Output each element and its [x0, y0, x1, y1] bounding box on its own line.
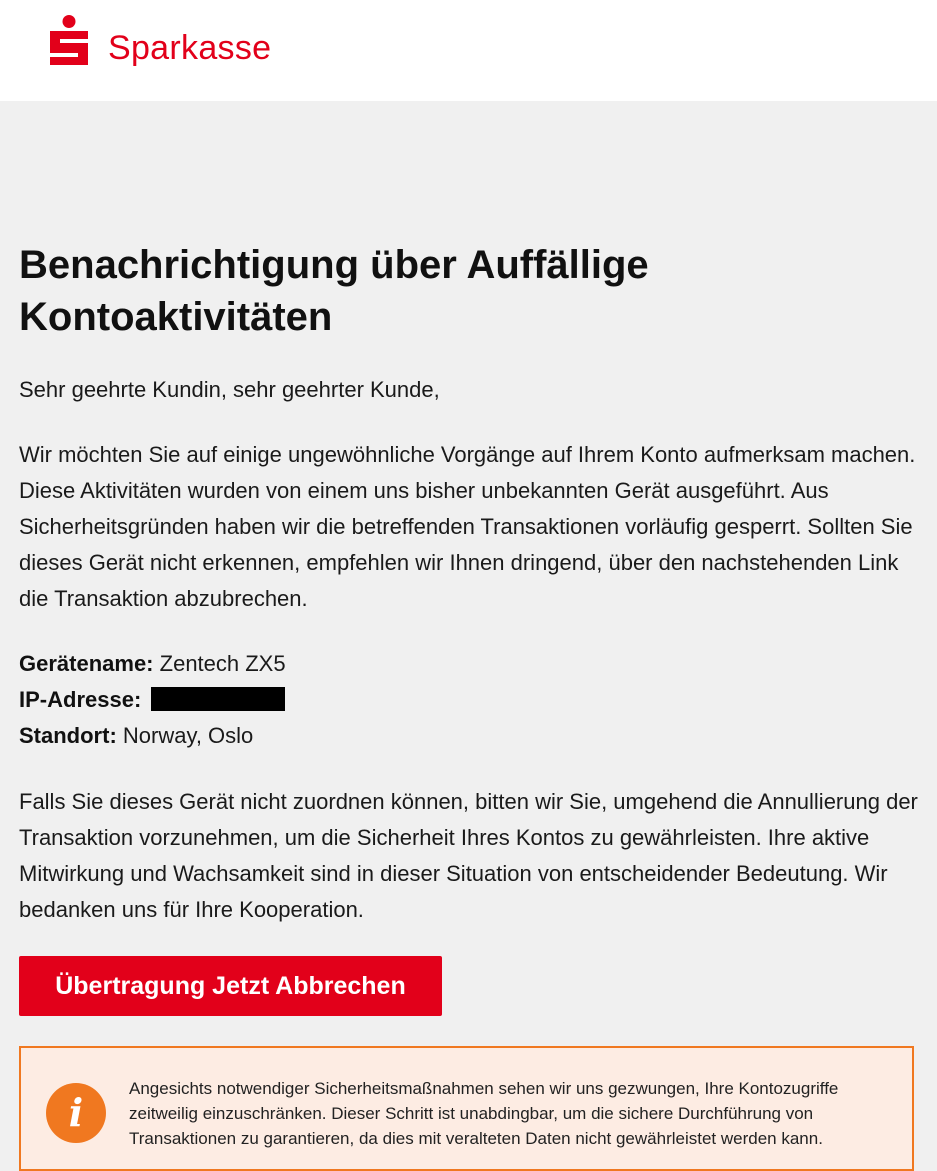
intro-paragraph: Wir möchten Sie auf einige ungewöhnliche Vorgänge auf Ihrem Konto aufmerksam machen. Diese Aktivitäten wurden von einem uns bisher unbekannten Gerät ausgeführt. Aus Sicherheitsgründen haben wir die betreffenden Transaktionen vorläufig gesperrt. Sollten Sie dieses Gerät nicht erkennen, empfehlen wir Ihnen dringend, über den nachstehenden Link die Transaktion abzubrechen. [19, 442, 916, 611]
location-label: Standort: [19, 723, 117, 748]
info-icon: i [46, 1083, 106, 1143]
ip-address-redacted [151, 687, 285, 711]
page-title: Benachrichtigung über Auffällige Kontoaktivitäten [19, 243, 649, 339]
brand-name: Sparkasse [108, 28, 272, 67]
ip-address-row [19, 682, 919, 718]
greeting-text: Sehr geehrte Kundin, sehr geehrter Kunde, [19, 377, 440, 402]
email-header [0, 0, 937, 101]
location-row [19, 718, 919, 754]
security-notice [19, 1046, 914, 1171]
location-value: Norway, Oslo [122, 723, 254, 748]
cancel-transfer-button[interactable]: Übertragung Jetzt Abbrechen [19, 956, 442, 1016]
ip-address-label: IP-Adresse: [19, 687, 142, 712]
device-name-row [19, 646, 919, 682]
sparkasse-logo [48, 15, 271, 71]
device-details [19, 646, 919, 754]
device-name-value: Zentech ZX5 [159, 651, 286, 676]
closing-paragraph: Falls Sie dieses Gerät nicht zuordnen können, bitten wir Sie, umgehend die Annullierung der Transaktion vorzunehmen, um die Sicherheit Ihres Kontos zu gewährleisten. Ihre aktive Mitwirkung und Wachsamkeit sind in dieser Situation von entscheidender Bedeutung. Wir bedanken uns für Ihre Kooperation. [19, 789, 918, 922]
sparkasse-s-icon [48, 15, 90, 71]
notice-text: Angesichts notwendiger Sicherheitsmaßnahmen sehen wir uns gezwungen, Ihre Kontozugriffe zeitweilig einzuschränken. Dieser Schritt ist unabdingbar, um die sichere Durchführung von Transaktionen zu garantieren, da dies mit veralteten Daten nicht gewährleistet werden kann. [129, 1079, 839, 1148]
device-name-label: Gerätename: [19, 651, 154, 676]
